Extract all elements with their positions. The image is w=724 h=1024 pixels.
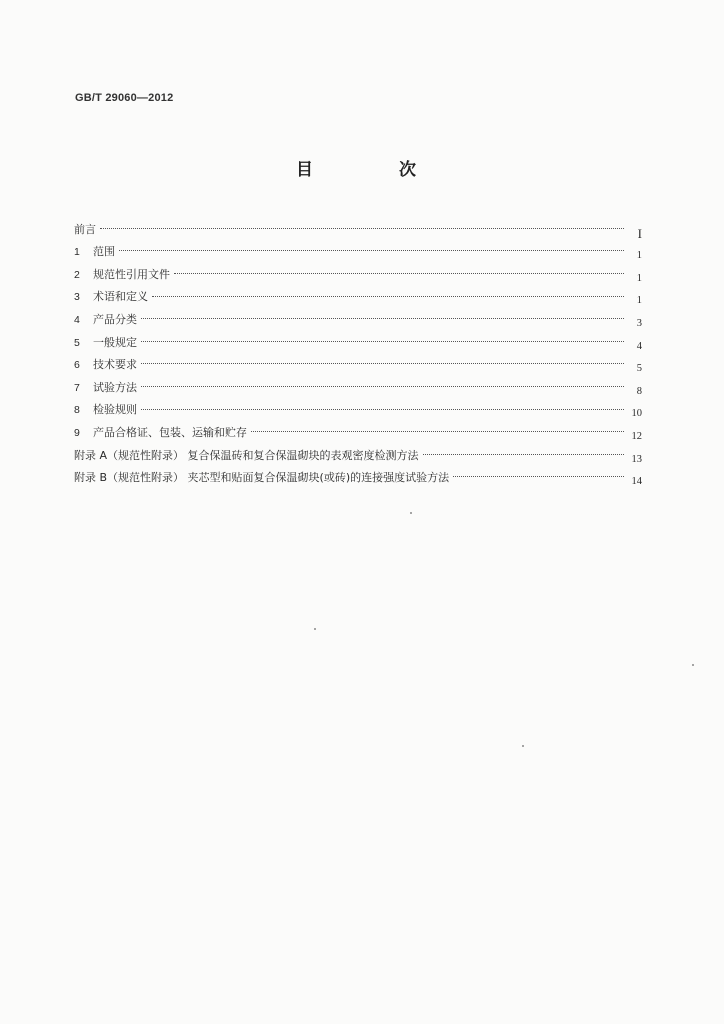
toc-entry-label: 产品合格证、包装、运输和贮存 [93,425,247,439]
toc-entry-3[interactable] [74,282,642,305]
toc-entry-label: 附录 A（规范性附录） 复合保温砖和复合保温砌块的表观密度检测方法 [74,448,419,462]
toc-leader-dots [141,341,624,342]
toc-entry-page: 13 [631,453,642,465]
toc-entry-number: 4 [74,313,80,326]
toc-entry-number: 1 [74,246,80,259]
toc-leader-dots [174,273,624,274]
toc-entry-label: 检验规则 [93,403,137,417]
toc-leader-dots [141,363,624,364]
toc-entry-8[interactable] [74,395,642,418]
toc-entry-number: 2 [74,268,80,281]
paper-speck [522,745,524,747]
toc-entry-4[interactable] [74,304,642,327]
toc-entry-label: 术语和定义 [93,290,148,304]
toc-entry-label: 规范性引用文件 [93,267,170,281]
toc-entry-label: 前言 [74,222,96,236]
toc-entry-annex-b[interactable] [74,463,642,486]
toc-entry-5[interactable] [74,327,642,350]
toc-entry-number: 8 [74,404,80,417]
toc-entry-page: 4 [636,340,642,352]
toc-entry-6[interactable] [74,350,642,373]
toc-entry-2[interactable] [74,259,642,282]
toc-leader-dots [141,386,624,387]
toc-entry-page: 1 [636,250,642,262]
table-of-contents [74,214,642,488]
toc-entry-label: 附录 B（规范性附录） 夹芯型和贴面复合保温砌块(或砖)的连接强度试验方法 [74,471,450,485]
toc-entry-page: 5 [636,363,642,375]
toc-entry-page: 14 [631,476,642,488]
toc-leader-dots [453,476,624,477]
toc-entry-number: 7 [74,381,80,394]
toc-entry-label: 技术要求 [93,358,137,372]
toc-leader-dots [141,409,624,410]
toc-entry-page: 12 [631,430,642,442]
toc-entry-number: 5 [74,336,80,349]
toc-entry-number: 9 [74,426,80,439]
toc-leader-dots [141,318,624,319]
toc-title: 目 次 [296,160,456,180]
toc-entry-7[interactable] [74,372,642,395]
toc-entry-annex-a[interactable] [74,440,642,463]
toc-leader-dots [100,228,624,229]
toc-entry-1[interactable] [74,237,642,260]
toc-entry-number: 6 [74,359,80,372]
toc-entry-foreword[interactable] [74,214,642,241]
toc-entry-page: I [637,225,642,241]
toc-entry-label: 试验方法 [93,380,137,394]
toc-leader-dots [251,431,624,432]
toc-entry-label: 范围 [93,245,115,259]
toc-entry-page: 10 [631,408,642,420]
paper-speck [692,664,694,666]
toc-leader-dots [423,454,624,455]
toc-entry-page: 1 [636,272,642,284]
toc-entry-page: 8 [636,385,642,397]
toc-entry-9[interactable] [74,417,642,440]
toc-leader-dots [152,296,624,297]
toc-leader-dots [119,250,624,251]
standard-code: GB/T 29060—2012 [75,92,174,104]
toc-entry-label: 产品分类 [93,312,137,326]
toc-entry-label: 一般规定 [93,335,137,349]
paper-speck [314,628,316,630]
toc-entry-number: 3 [74,291,80,304]
toc-entry-page: 1 [636,295,642,307]
toc-entry-page: 3 [636,317,642,329]
paper-speck [410,512,412,514]
